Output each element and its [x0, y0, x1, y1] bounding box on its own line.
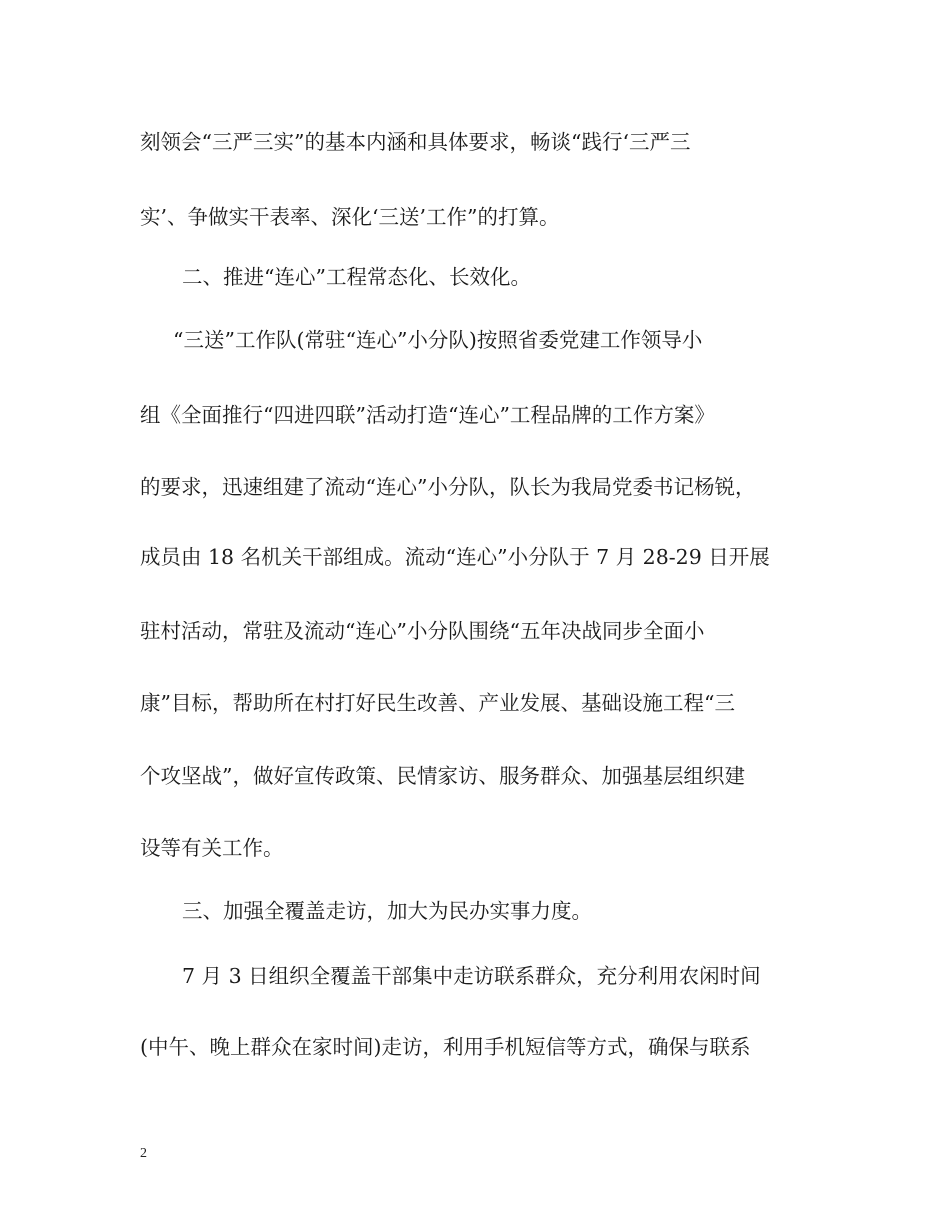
paragraph-line: 康”目标，帮助所在村打好民生改善、产业发展、基础设施工程“三	[140, 691, 735, 715]
paragraph-line: 刻领会“三严三实”的基本内涵和具体要求，畅谈“践行‘三严三	[140, 130, 691, 154]
paragraph-line: “三送”工作队(常驻“连心”小分队)按照省委党建工作领导小	[173, 328, 703, 352]
paragraph-line: 成员由 18 名机关干部组成。流动“连心”小分队于 7 月 28-29 日开展	[140, 545, 770, 569]
page-number: 2	[140, 1146, 147, 1161]
paragraph-line: 的要求，迅速组建了流动“连心”小分队，队长为我局党委书记杨锐，	[140, 475, 756, 499]
paragraph-line: 设等有关工作。	[140, 836, 284, 860]
paragraph-line: 组《全面推行“四进四联”活动打造“连心”工程品牌的工作方案》	[140, 403, 715, 427]
paragraph-line: 7 月 3 日组织全覆盖干部集中走访联系群众，充分利用农闲时间	[182, 964, 761, 988]
section-heading: 三、加强全覆盖走访，加大为民办实事力度。	[182, 899, 592, 923]
paragraph-line: 驻村活动，常驻及流动“连心”小分队围绕“五年决战同步全面小	[140, 619, 705, 643]
section-heading: 二、推进“连心”工程常态化、长效化。	[182, 265, 531, 289]
paragraph-line: 实’、争做实干表率、深化‘三送’工作”的打算。	[140, 205, 560, 229]
paragraph-line: 个攻坚战”，做好宣传政策、民情家访、服务群众、加强基层组织建	[140, 764, 745, 788]
paragraph-line: (中午、晚上群众在家时间)走访，利用手机短信等方式，确保与联系	[140, 1035, 751, 1059]
